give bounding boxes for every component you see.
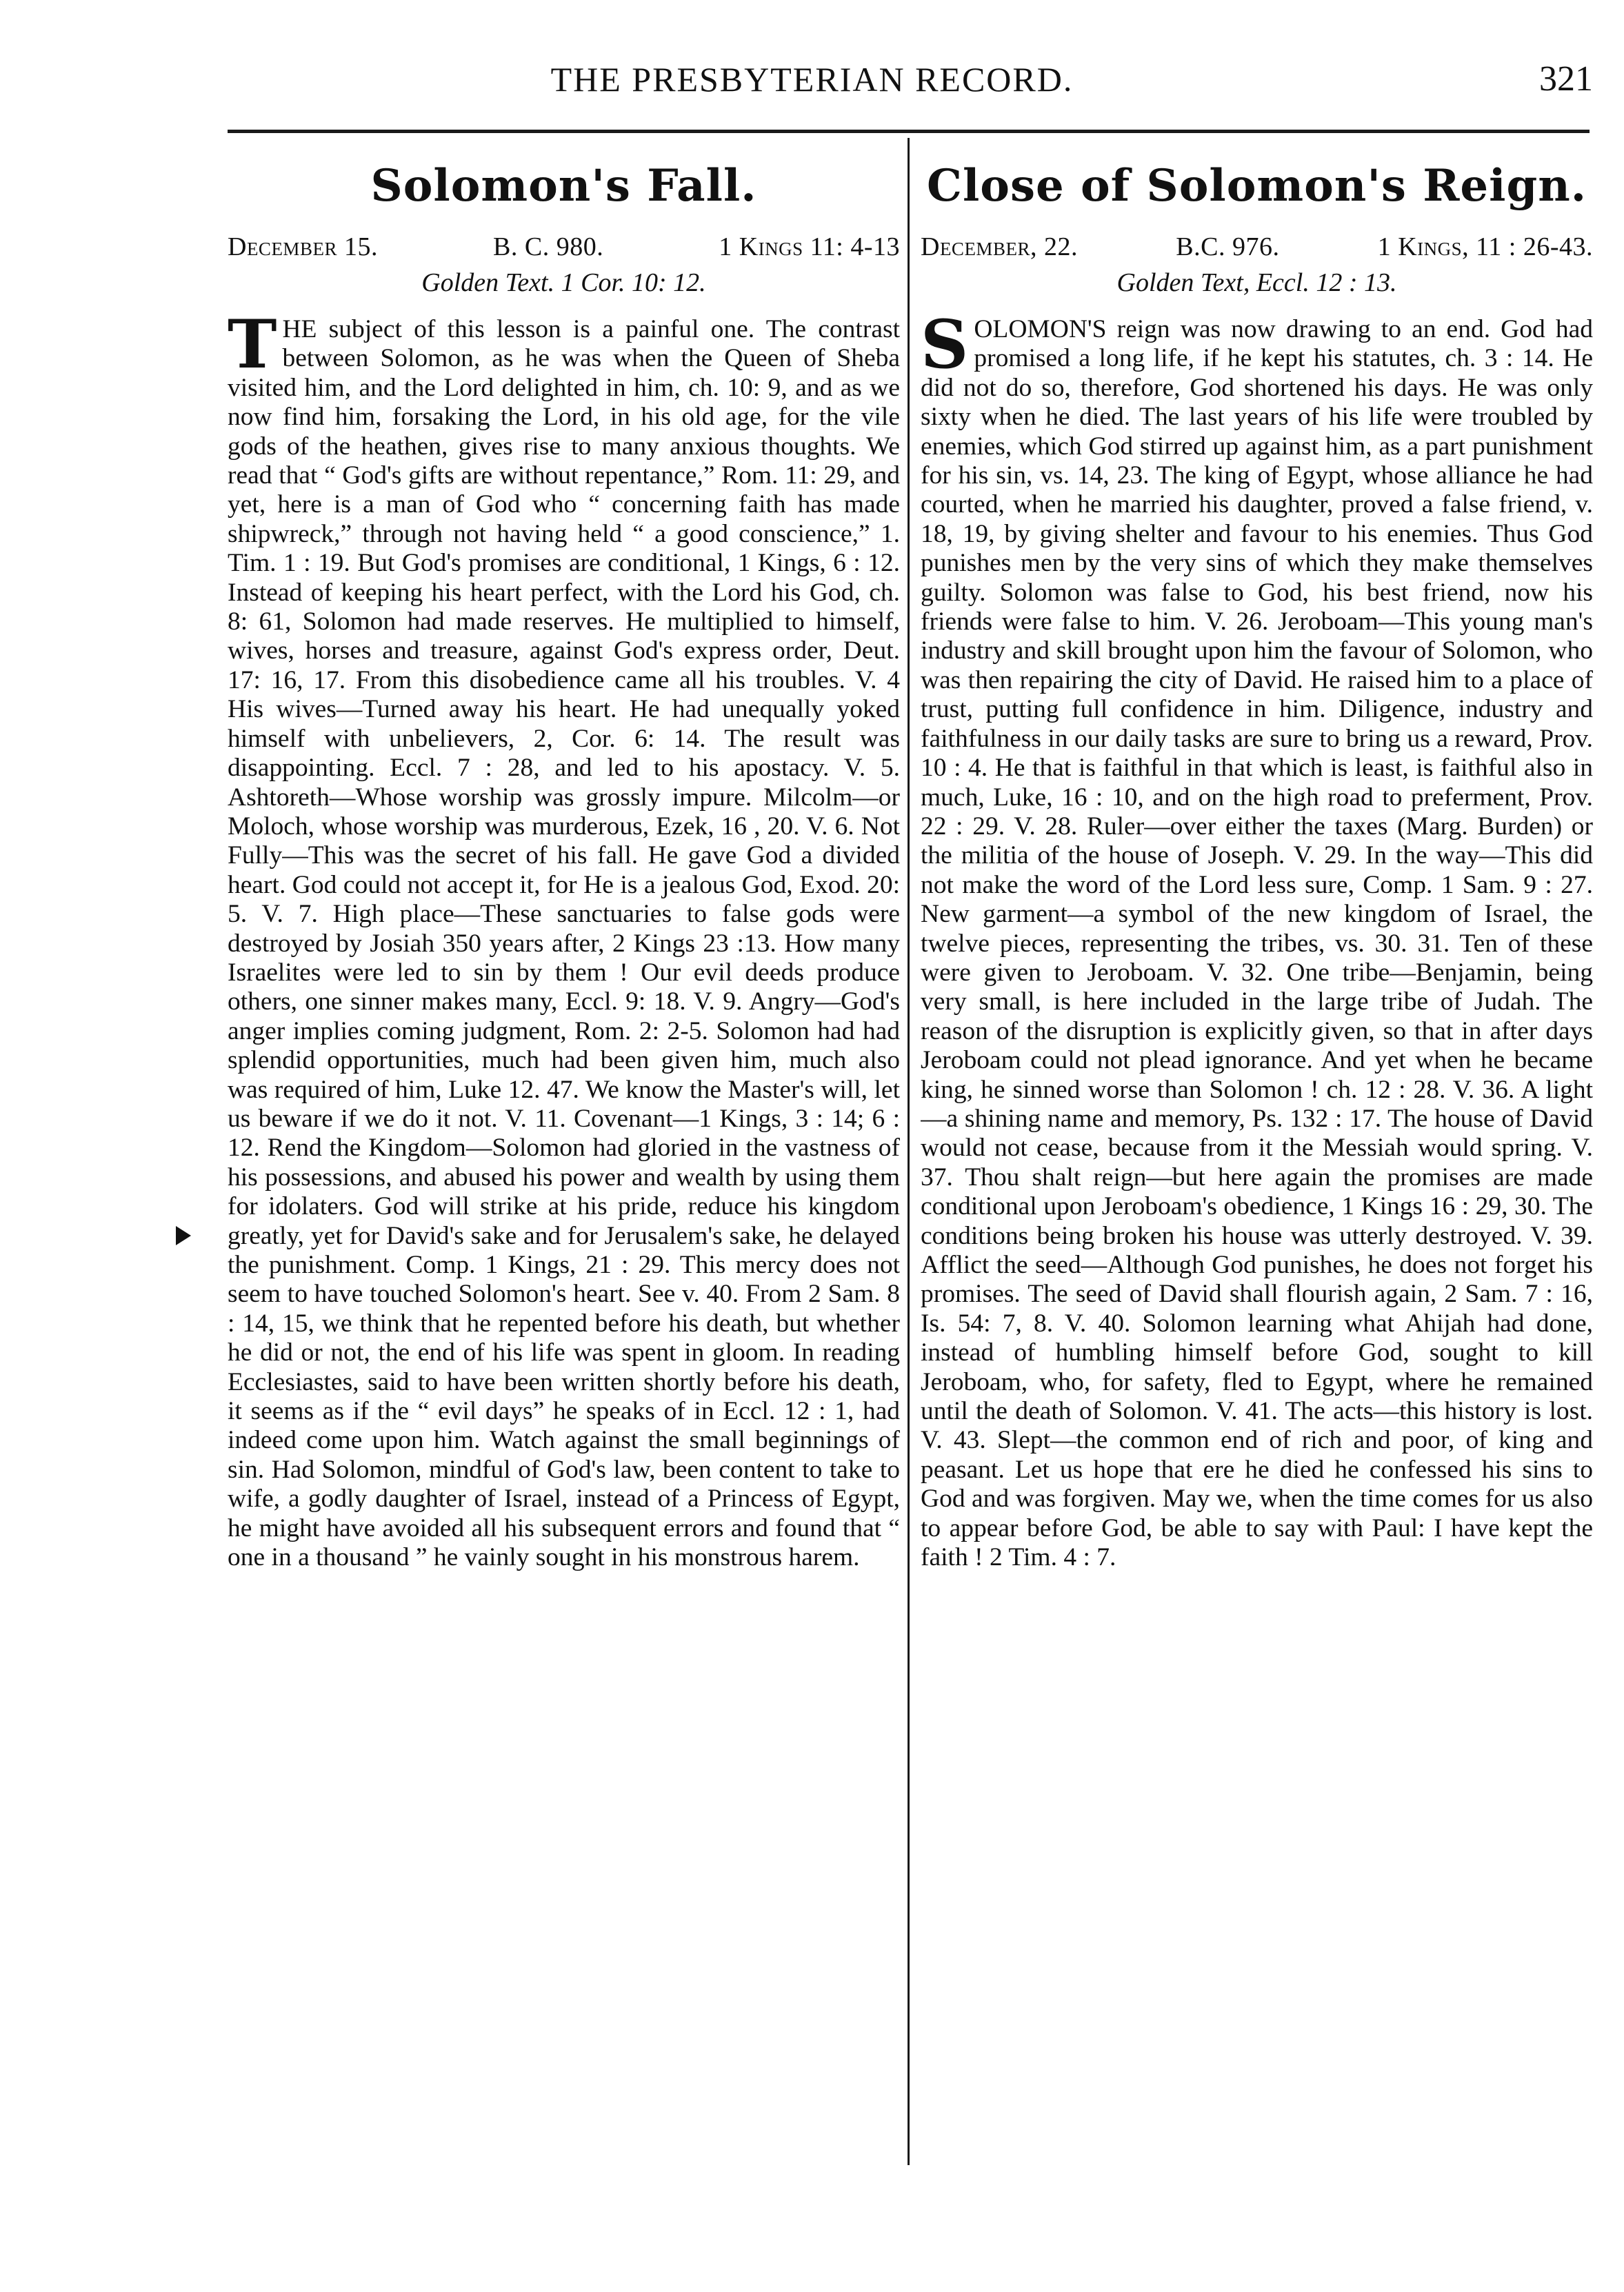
right-lesson-meta — [921, 231, 1593, 263]
left-body-text: HE subject of this lesson is a painful one. The contrast between Solomon, as he was when the Queen of Sheba visited him, and the Lord delighted in him, ch. 10: 9, and as we now find him, forsaking the Lord, in his old age, for the vile gods of the heathen, gives rise to many anxious thoughts. We read that “ God's gifts are without repentance,” Rom. 11: 29, and yet, here is a man of God who “ concerning faith has made shipwreck,” through not having held “ a good conscience,” 1. Tim. 1 : 19. But God's promises are conditional, 1 Kings, 6 : 12. Instead of keeping his heart perfect, with the Lord his God, ch. 8: 61, Solomon had made reserves. He multiplied to himself, wives, horses and treasure, against God's express order, Deut. 17: 16, 17. From this disobedience came all his troubles. V. 4 His wives—Turned away his heart. He had unequally yoked himself with unbelievers, 2, Cor. 6: 14. The result was disappointing. Eccl. 7 : 28, and led to his apostacy. V. 5. Ashtoreth—Whose worship was grossly impure. Milcolm—or Moloch, whose worship was murderous, Ezek, 16 , 20. V. 6. Not Fully—This was the secret of his fall. He gave God a divided heart. God could not accept it, for He is a jealous God, Exod. 20: 5. V. 7. High place—These sanctuaries to false gods were destroyed by Josiah 350 years after, 2 Kings 23 :13. How many Israelites were led to sin by them ! Our evil deeds produce others, one sinner makes many, Eccl. 9: 18. V. 9. Angry—God's anger implies coming judgment, Rom. 2: 2-5. Solomon had had splendid opportunities, much had been given him, much also was required of him, Luke 12. 47. We know the Master's will, let us beware if we do it not. V. 11. Covenant—1 Kings, 3 : 14; 6 : 12. Rend the Kingdom—Solomon had gloried in the vastness of his possessions, and abused his power and wealth by using them for idolaters. God will strike at his pride, reduce his kingdom greatly, yet for David's sake and for Jerusalem's sake, he delayed the punishment. Comp. 1 Kings, 21 : 29. This mercy does not seem to have touched Solomon's heart. See v. 40. From 2 Sam. 8 : 14, 15, we think that he repented before his death, but whether he did or not, the end of his life was spent in gloom. In reading Ecclesiastes, said to have been written shortly before his death, it seems as if the “ evil days” he speaks of in Eccl. 12 : 1, had indeed come upon him. Watch against the small beginnings of sin. Had Solomon, mindful of God's law, been content to take to wife, a godly daughter of Israel, instead of a Princess of Egypt, he might have avoided all his subsequent errors and found that “ one in a thousand ” he vainly sought in his monstrous harem. — [228, 315, 900, 1572]
left-golden-text: Golden Text. 1 Cor. 10: 12. — [421, 268, 706, 297]
left-column — [228, 148, 900, 1572]
right-reference: 1 Kings, 11 : 26-43. — [1377, 232, 1593, 261]
left-date: December 15. — [228, 232, 378, 261]
left-body — [228, 305, 900, 1572]
publication-title: THE PRESBYTERIAN RECORD. — [550, 60, 1074, 99]
right-heading: Close of Solomon's Reign. — [927, 160, 1587, 212]
left-lesson-meta — [228, 231, 900, 263]
page-number: 321 — [1539, 59, 1593, 99]
right-golden-text: Golden Text, Eccl. 12 : 13. — [1116, 268, 1397, 297]
left-year: B. C. 980. — [493, 232, 604, 261]
right-column — [921, 148, 1593, 1572]
left-drop-cap: T — [228, 305, 277, 383]
right-year: B.C. 976. — [1176, 232, 1280, 261]
right-body — [921, 305, 1593, 1572]
column-divider — [908, 138, 910, 2165]
running-header — [0, 55, 1624, 110]
left-heading: Solomon's Fall. — [370, 160, 757, 212]
right-drop-cap: S — [921, 305, 969, 383]
header-rule — [228, 130, 1590, 133]
right-body-text: OLOMON'S reign was now drawing to an end. God had promised a long life, if he kept his statutes, ch. 3 : 14. He did not do so, therefore, God shortened his days. He was only sixty when he died. The last years of his life were troubled by enemies, which God stirred up against him, as a part punishment for his sin, vs. 14, 23. The king of Egypt, whose alliance he had courted, when he married his daughter, proved a false friend, v. 18, 19, by giving shelter and favour to his enemies. Thus God punishes men by the very sins of which they make themselves guilty. Solomon was false to God, his best friend, now his friends were false to him. V. 26. Jeroboam—This young man's industry and skill brought upon him the favour of Solomon, who was then repairing the city of David. He raised him to a place of trust, putting full confidence in him. Diligence, industry and faithfulness in our daily tasks are sure to bring us a reward, Prov. 10 : 4. He that is faithful in that which is least, is faithful also in much, Luke, 16 : 10, and on the high road to preferment, Prov. 22 : 29. V. 28. Ruler—over either the taxes (Marg. Burden) or the militia of the house of Joseph. V. 29. In the way—This did not make the word of the Lord less sure, Comp. 1 Sam. 9 : 27. New garment—a symbol of the new kingdom of Israel, the twelve pieces, representing the tribes, vs. 30. 31. Ten of these were given to Jeroboam. V. 32. One tribe—Benjamin, being very small, is here included in the large tribe of Judah. The reason of the disruption is explicitly given, so that in after days Jeroboam could not plead ignorance. And yet when he became king, he sinned worse than Solomon ! ch. 12 : 28. V. 36. A light—a shining name and memory, Ps. 132 : 17. The house of David would not cease, because from it the Messiah would spring. V. 37. Thou shalt reign—but here again the promises are made conditional upon Jeroboam's obedience, 1 Kings 16 : 29, 30. The conditions being broken his house was utterly destroyed. V. 39. Afflict the seed—Although God punishes, he does not forget his promises. The seed of David shall flourish again, 2 Sam. 7 : 16, Is. 54: 7, 8. V. 40. Solomon learning what Ahijah had done, instead of humbling himself before God, sought to kill Jeroboam, who, for safety, fled to Egypt, where he remained until the death of Solomon. V. 41. The acts—this history is lost. V. 43. Slept—the common end of rich and poor, of king and peasant. Let us hope that ere he died he confessed his sins to God and was forgiven. May we, when the time comes for us also to appear before God, be able to say with Paul: I have kept the faith ! 2 Tim. 4 : 7. — [921, 315, 1593, 1572]
right-date: December, 22. — [921, 232, 1078, 261]
margin-marker-icon — [176, 1226, 191, 1245]
left-reference: 1 Kings 11: 4-13 — [719, 232, 900, 261]
